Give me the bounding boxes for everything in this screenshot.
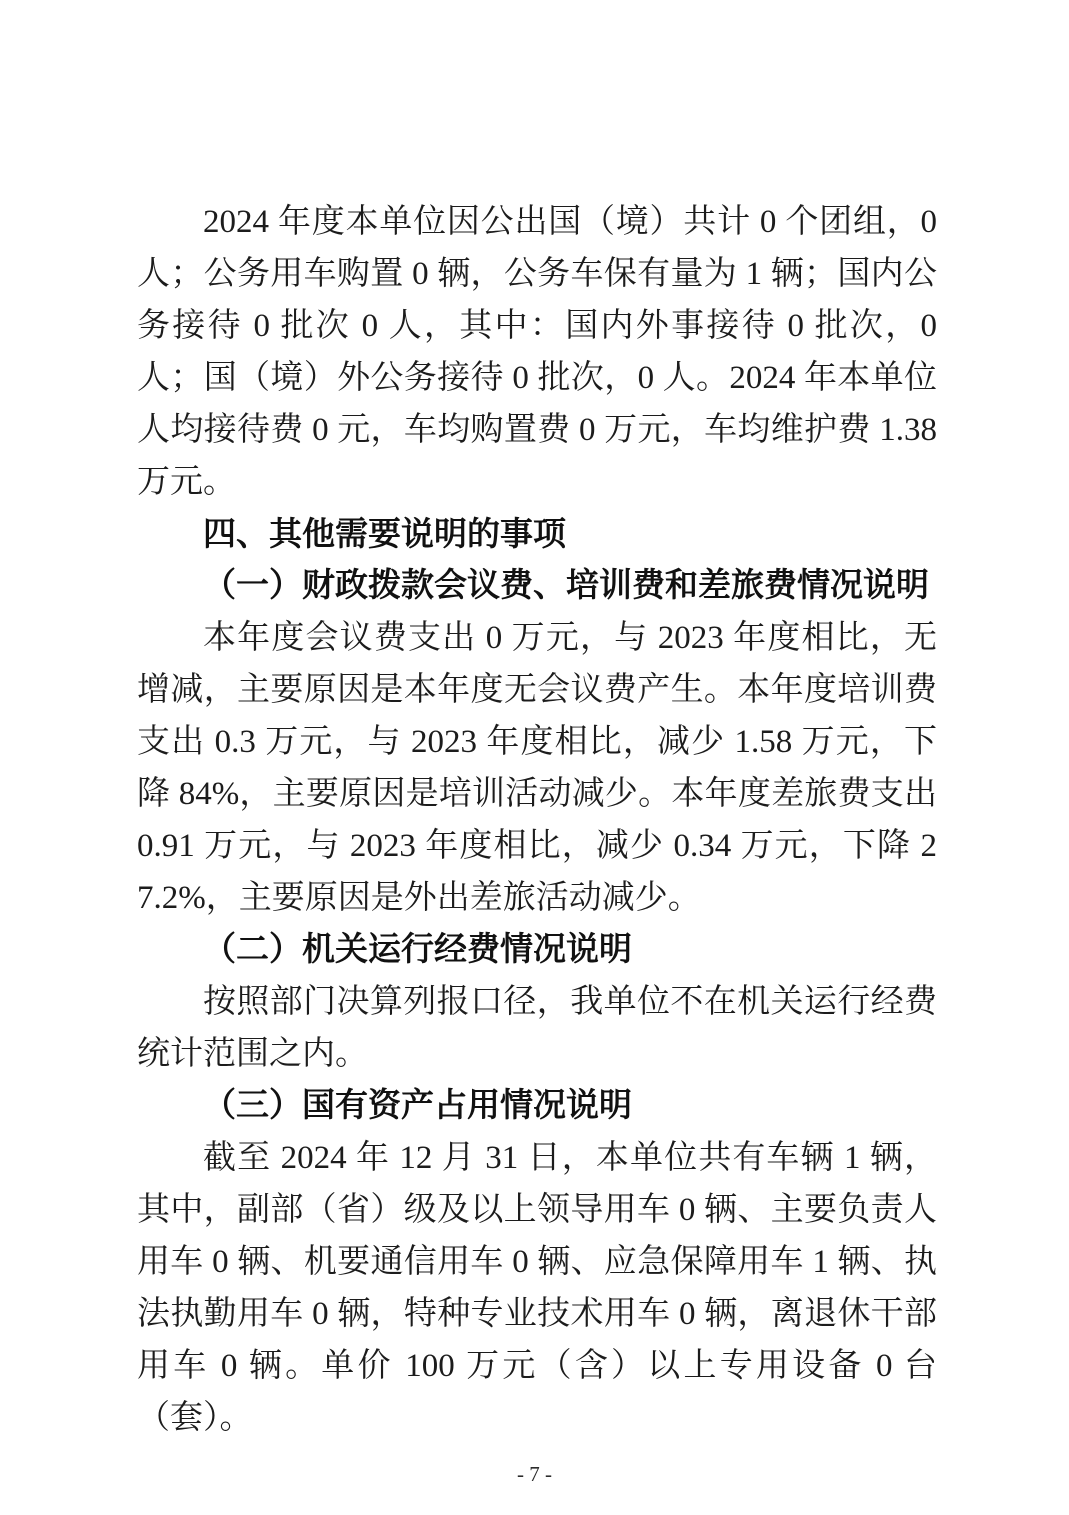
- subsection-heading-operating-funds: （二）机关运行经费情况说明: [203, 932, 632, 968]
- paragraph-state-assets: 截至 2024 年 12 月 31 日，本单位共有车辆 1 辆，其中，副部（省）级及以上领导用车 0 辆、主要负责人用车 0 辆、机要通信用车 0 辆、应急保障用车 1 辆、执法执勤用车 0 辆，特种专业技术用车 0 辆，离退休干部用车 0 辆。单价 100 万元（含）以上专用设备 0 台（套）。: [137, 1140, 938, 1436]
- paragraph-three-public-expenses-summary: 2024 年度本单位因公出国（境）共计 0 个团组，0 人；公务用车购置 0 辆，公务车保有量为 1 辆；国内公务接待 0 批次 0 人，其中：国内外事接待 0 批次，0 人；国（境）外公务接待 0 批次，0 人。2024 年本单位人均接待费 0 元，车均购置费 0 万元，车均维护费 1.38 万元。: [137, 204, 937, 500]
- paragraph-meeting-training-travel-fees: 本年度会议费支出 0 万元，与 2023 年度相比，无增减，主要原因是本年度无会议费产生。本年度培训费支出 0.3 万元，与 2023 年度相比，减少 1.58 万元，下降 84%，主要原因是培训活动减少。本年度差旅费支出 0.91 万元，与 2023 年度相比，减少 0.34 万元，下降 27.2%，主要原因是外出差旅活动减少。: [137, 620, 938, 916]
- page-number: - 7 -: [517, 1462, 552, 1486]
- subsection-heading-meeting-training-travel-fees: （一）财政拨款会议费、培训费和差旅费情况说明: [203, 568, 929, 604]
- paragraph-operating-funds: 按照部门决算列报口径，我单位不在机关运行经费统计范围之内。: [137, 984, 937, 1072]
- section-heading-other-matters: 四、其他需要说明的事项: [203, 515, 566, 552]
- document-body: [137, 196, 937, 1444]
- subsection-heading-state-assets: （三）国有资产占用情况说明: [203, 1088, 632, 1124]
